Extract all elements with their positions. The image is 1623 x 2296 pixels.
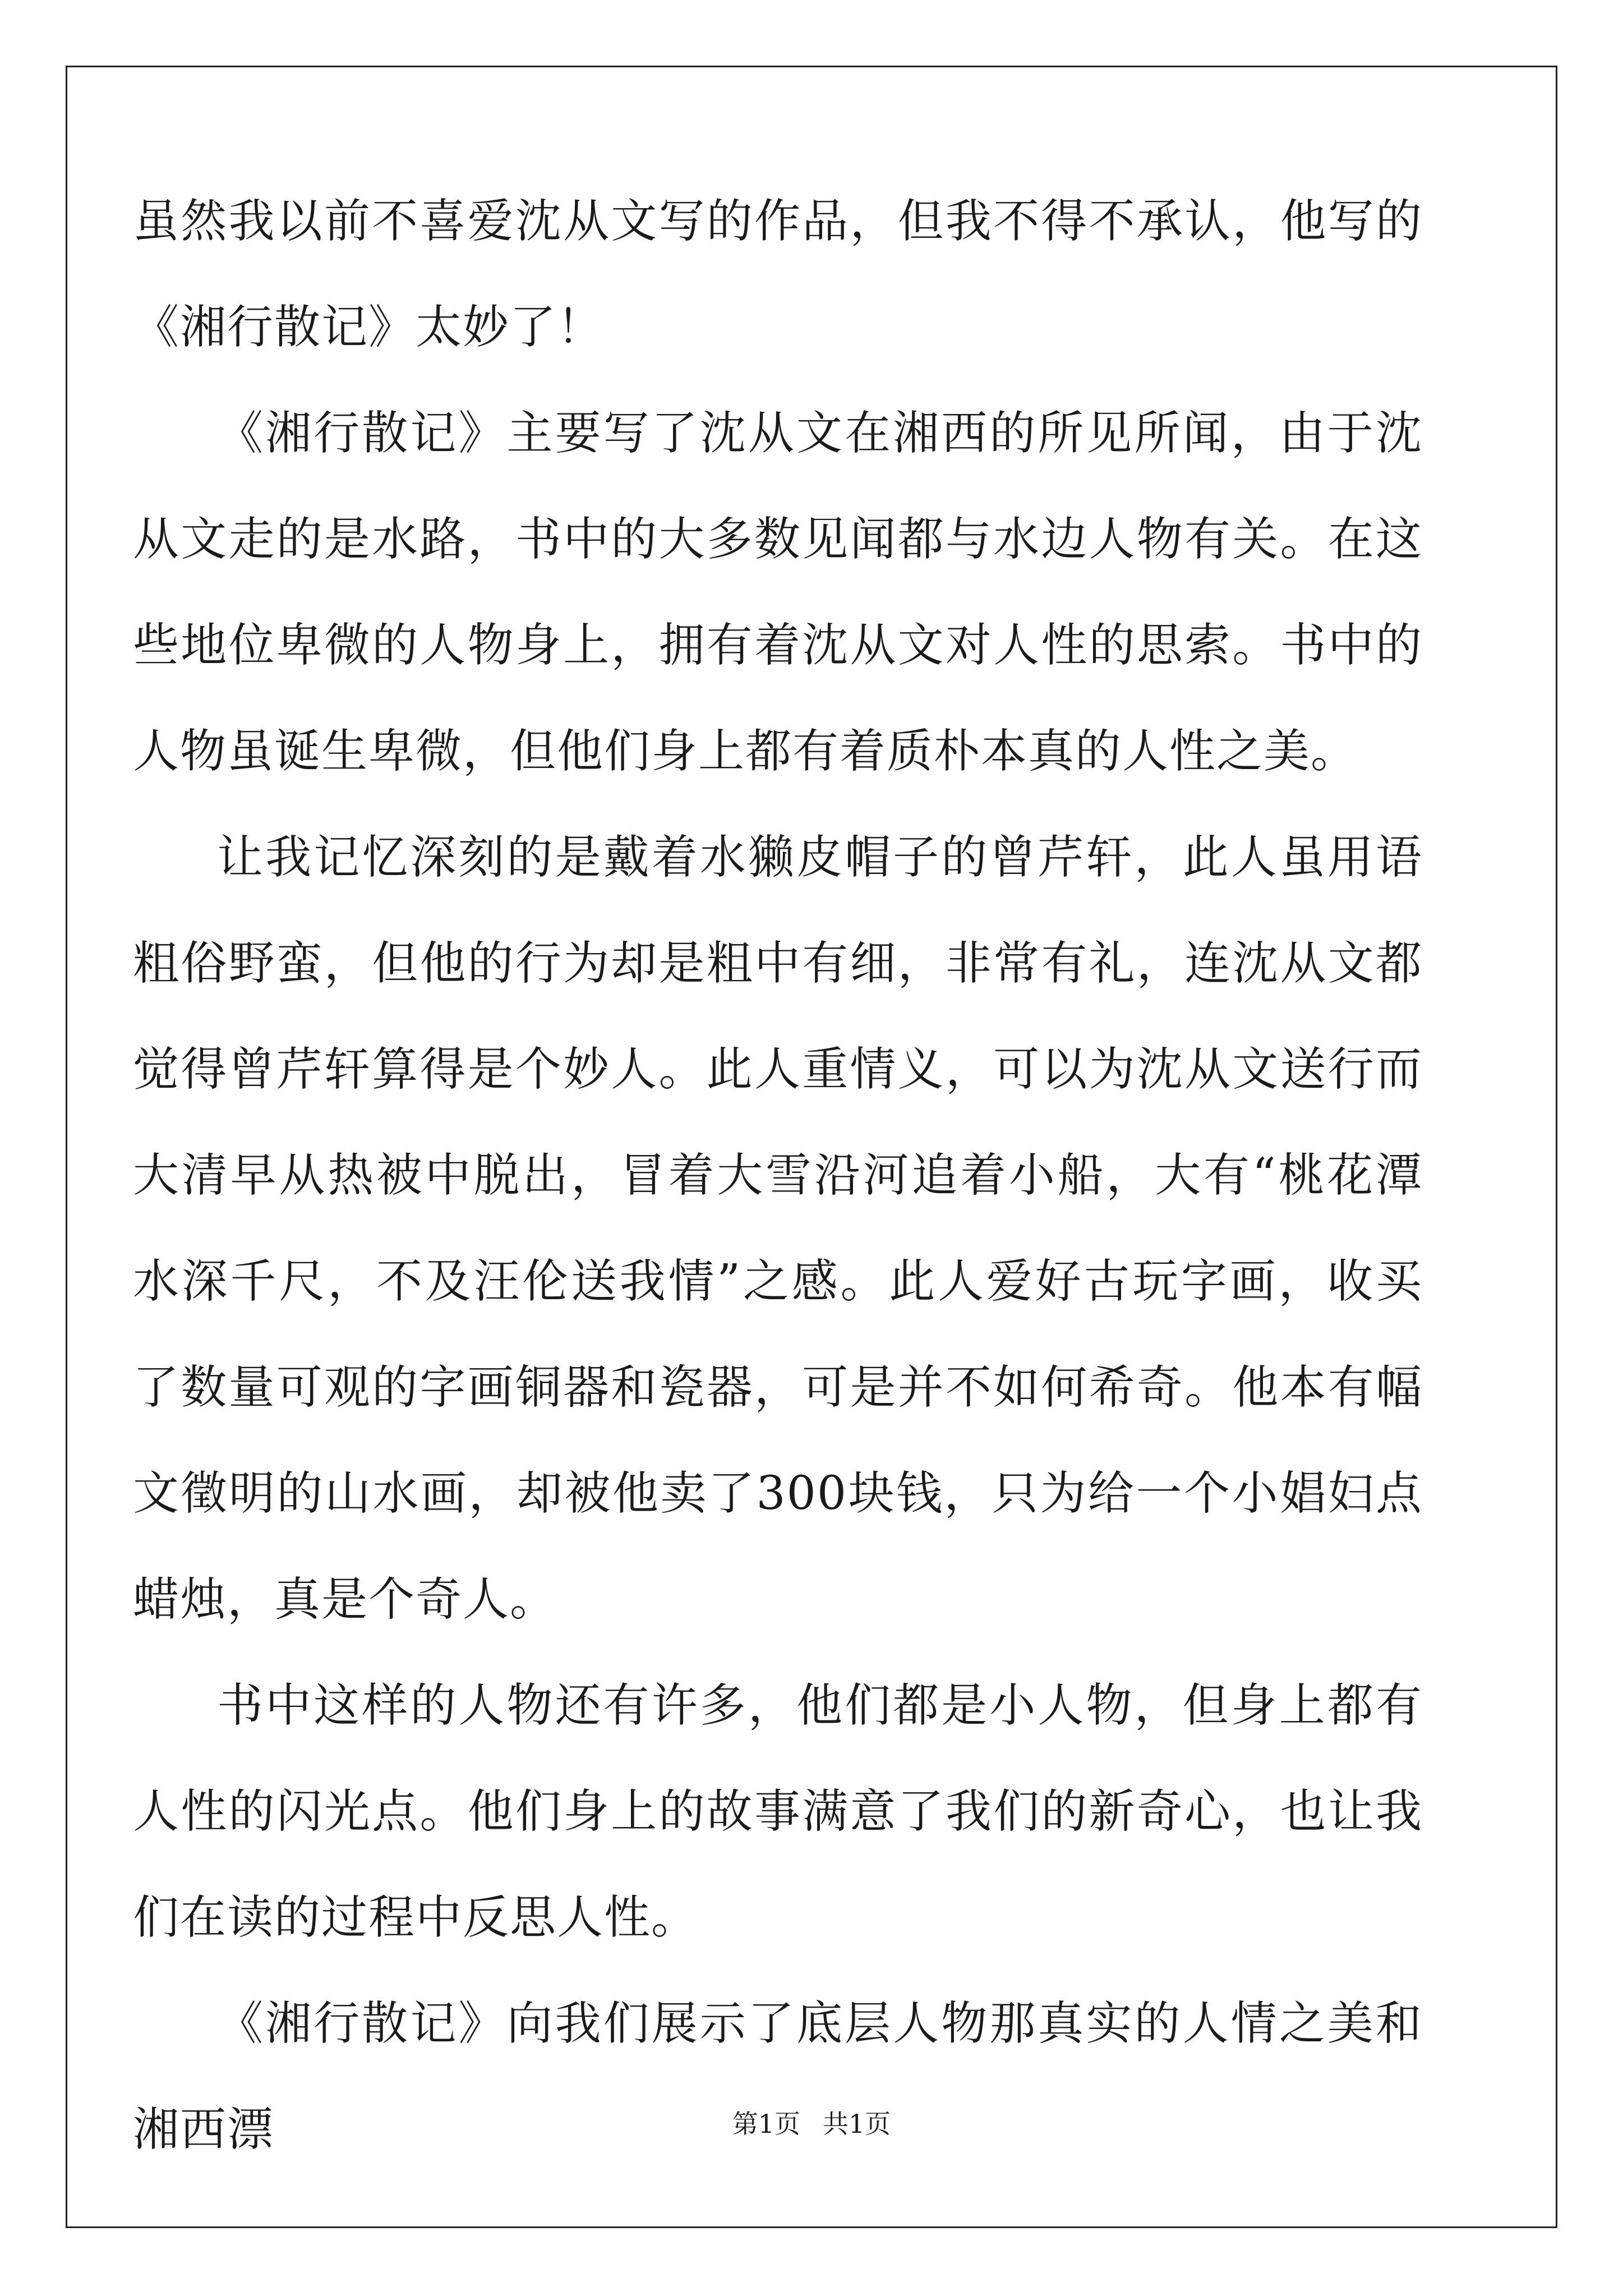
document-body	[133, 168, 1423, 2183]
paragraph-1: 虽然我以前不喜爱沈从文写的作品，但我不得不承认，他写的《湘行散记》太妙了！	[133, 195, 1423, 354]
paragraph-5: 《湘行散记》向我们展示了底层人物那真实的人情之美和湘西漂	[133, 1997, 1423, 2156]
paragraph-2: 《湘行散记》主要写了沈从文在湘西的所见所闻，由于沈从文走的是水路，书中的大多数见闻都与水边人物有关。在这些地位卑微的人物身上，拥有着沈从文对人性的思索。书中的人物虽诞生卑微，但他们身上都有着质朴本真的人性之美。	[133, 407, 1423, 778]
page-number: 第1页	[732, 2109, 800, 2139]
page-footer	[0, 2104, 1623, 2141]
page-total: 共1页	[823, 2109, 891, 2139]
paragraph-4: 书中这样的人物还有许多，他们都是小人物，但身上都有人性的闪光点。他们身上的故事满意了我们的新奇心，也让我们在读的过程中反思人性。	[133, 1679, 1423, 1944]
paragraph-3: 让我记忆深刻的是戴着水獭皮帽子的曾芹轩，此人虽用语粗俗野蛮，但他的行为却是粗中有细，非常有礼，连沈从文都觉得曾芹轩算得是个妙人。此人重情义，可以为沈从文送行而大清早从热被中脱出，冒着大雪沿河追着小船，大有“桃花潭水深千尺，不及汪伦送我情”之感。此人爱好古玩字画，收买了数量可观的字画铜器和瓷器，可是并不如何希奇。他本有幅文徵明的山水画，却被他卖了300块钱，只为给一个小娼妇点蜡烛，真是个奇人。	[133, 831, 1423, 1626]
